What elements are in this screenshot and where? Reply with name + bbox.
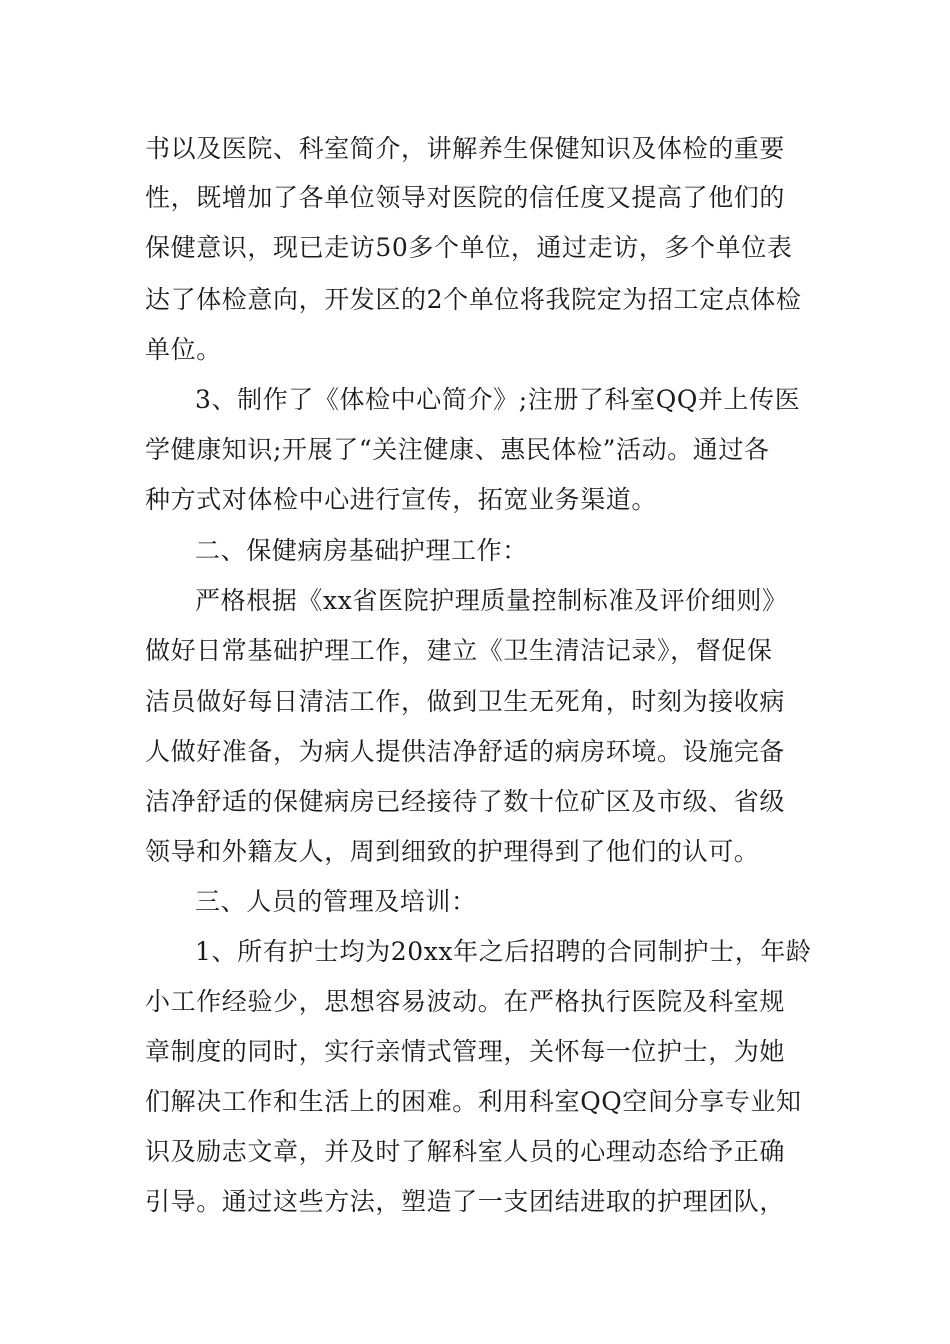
body-text-line: 单位。 <box>145 335 222 364</box>
body-text-line: 保健意识，现已走访50多个单位，通过走访，多个单位表 <box>145 233 793 262</box>
body-text-line: 领导和外籍友人，周到细致的护理得到了他们的认可。 <box>145 837 760 866</box>
body-text-line: 做好日常基础护理工作，建立《卫生清洁记录》，督促保 <box>145 636 773 665</box>
body-text-line: 学健康知识;开展了“关注健康、惠民体检”活动。通过各 <box>145 435 770 464</box>
body-text-line: 引导。通过这些方法，塑造了一支团结进取的护理团队， <box>145 1187 786 1216</box>
body-text-line: 种方式对体检中心进行宣传，拓宽业务渠道。 <box>145 485 658 514</box>
body-text-line: 洁净舒适的保健病房已经接待了数十位矿区及市级、省级 <box>145 787 786 816</box>
body-text-line: 书以及医院、科室简介，讲解养生保健知识及体检的重要 <box>145 134 786 163</box>
body-text-line: 达了体检意向，开发区的2个单位将我院定为招工定点体检 <box>145 285 802 314</box>
list-item-heading: 3、制作了《体检中心简介》;注册了科室QQ并上传医 <box>195 385 801 414</box>
body-text-line: 性，既增加了各单位领导对医院的信任度又提高了他们的 <box>145 183 786 212</box>
body-text-line: 们解决工作和生活上的困难。利用科室QQ空间分享专业知 <box>145 1087 802 1116</box>
body-text-line: 人做好准备，为病人提供洁净舒适的病房环境。设施完备 <box>145 737 786 766</box>
body-text-line: 识及励志文章，并及时了解科室人员的心理动态给予正确 <box>145 1137 786 1166</box>
paragraph-start: 严格根据《xx省医院护理质量控制标准及评价细则》 <box>195 586 788 615</box>
body-text-line: 洁员做好每日清洁工作，做到卫生无死角，时刻为接收病 <box>145 687 786 716</box>
section-heading: 三、人员的管理及培训： <box>195 887 477 916</box>
list-item-heading: 1、所有护士均为20xx年之后招聘的合同制护士，年龄 <box>195 937 812 966</box>
section-heading: 二、保健病房基础护理工作： <box>195 536 528 565</box>
body-text-line: 小工作经验少，思想容易波动。在严格执行医院及科室规 <box>145 987 786 1016</box>
body-text-line: 章制度的同时，实行亲情式管理，关怀每一位护士，为她 <box>145 1037 786 1066</box>
